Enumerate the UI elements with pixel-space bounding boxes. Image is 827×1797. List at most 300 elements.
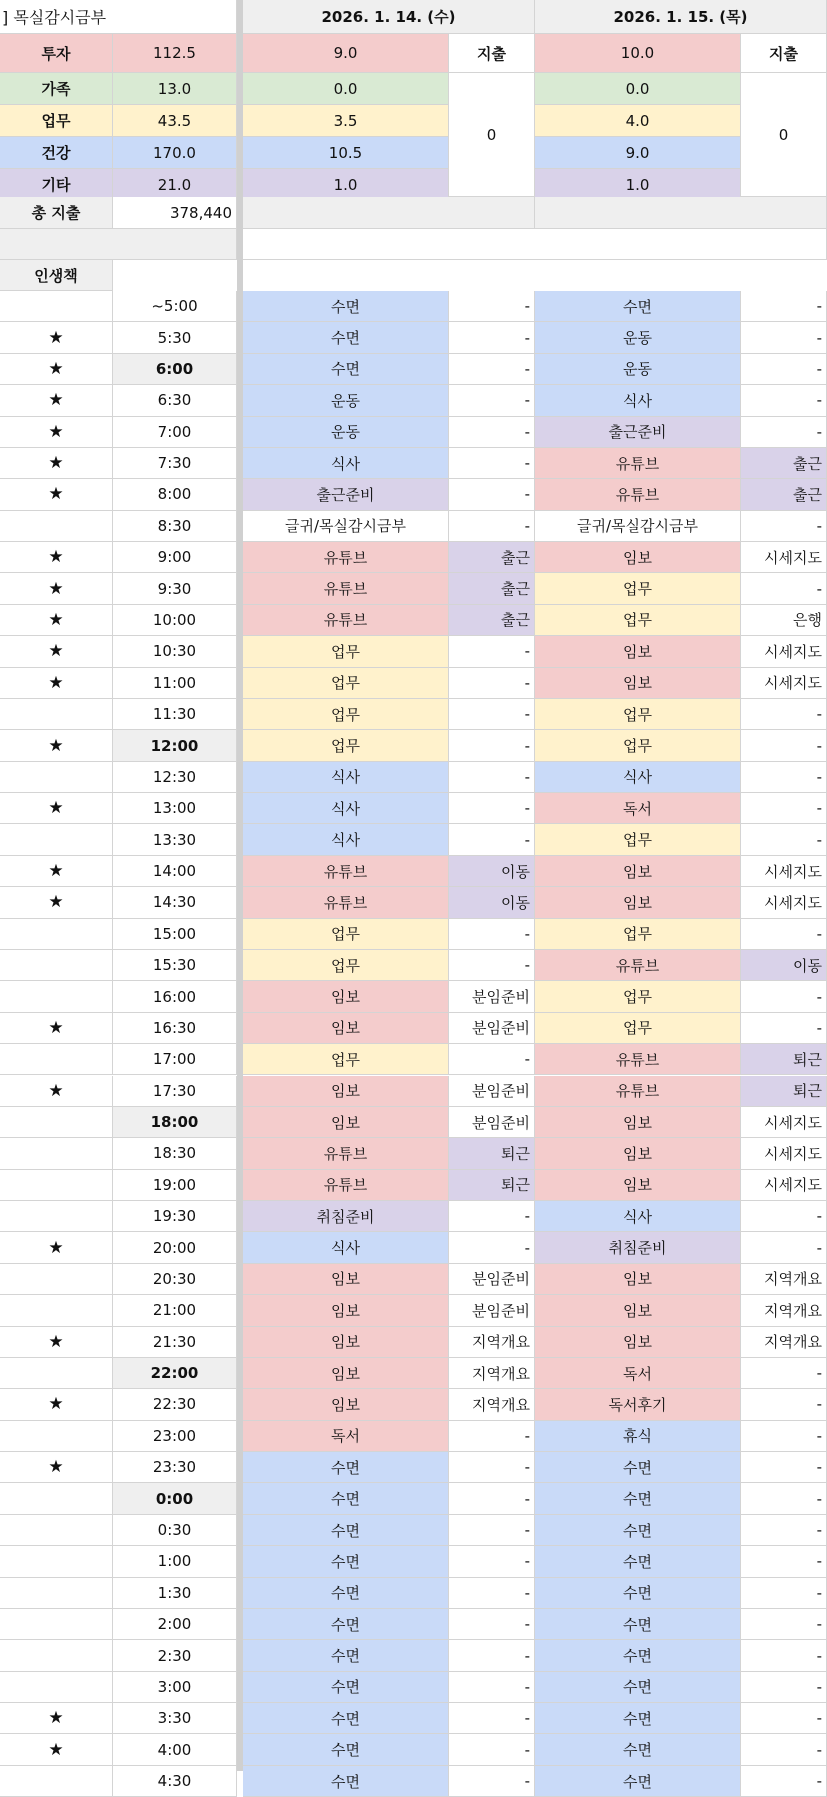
note-day1[interactable]: 퇴근 xyxy=(449,1170,535,1201)
note-day1[interactable]: - xyxy=(449,1201,535,1232)
activity-day2[interactable]: 수면 xyxy=(535,1578,741,1609)
activity-day2[interactable]: 독서 xyxy=(535,1358,741,1389)
note-day1[interactable]: - xyxy=(449,730,535,761)
activity-day1[interactable]: 업무 xyxy=(243,636,449,667)
activity-day1[interactable]: 수면 xyxy=(243,1483,449,1514)
category-hours-day2[interactable]: 4.0 xyxy=(535,105,741,137)
time-slot-label[interactable]: 4:00 xyxy=(113,1734,237,1765)
activity-day1[interactable]: 유튜브 xyxy=(243,856,449,887)
activity-day2[interactable]: 업무 xyxy=(535,573,741,604)
note-day2[interactable]: - xyxy=(741,1734,827,1765)
activity-day1[interactable]: 업무 xyxy=(243,699,449,730)
note-day1[interactable]: - xyxy=(449,322,535,353)
activity-day1[interactable]: 유튜브 xyxy=(243,573,449,604)
note-day1[interactable]: - xyxy=(449,793,535,824)
time-slot-label[interactable]: 12:30 xyxy=(113,762,237,793)
activity-day2[interactable]: 업무 xyxy=(535,699,741,730)
activity-day2[interactable]: 글귀/목실감시금부 xyxy=(535,511,741,542)
time-slot-label[interactable]: 13:00 xyxy=(113,793,237,824)
expense-total-day2[interactable]: 0 xyxy=(741,73,827,197)
note-day2[interactable]: - xyxy=(741,1201,827,1232)
life-book-star-cell[interactable] xyxy=(0,1640,113,1671)
activity-day1[interactable]: 글귀/목실감시금부 xyxy=(243,511,449,542)
note-day1[interactable]: - xyxy=(449,636,535,667)
expense-total-day1[interactable]: 0 xyxy=(449,73,535,197)
activity-day2[interactable]: 유튜브 xyxy=(535,479,741,510)
note-day1[interactable]: - xyxy=(449,1546,535,1577)
time-slot-label[interactable]: 7:30 xyxy=(113,448,237,479)
note-day1[interactable]: 분임준비 xyxy=(449,1264,535,1295)
note-day2[interactable]: 퇴근 xyxy=(741,1044,827,1075)
activity-day1[interactable]: 임보 xyxy=(243,1107,449,1138)
life-book-star-cell[interactable]: ★ xyxy=(0,448,113,479)
category-hours-day2[interactable]: 9.0 xyxy=(535,137,741,169)
activity-day1[interactable]: 운동 xyxy=(243,417,449,448)
activity-day2[interactable]: 임보 xyxy=(535,1264,741,1295)
life-book-star-cell[interactable]: ★ xyxy=(0,573,113,604)
activity-day2[interactable]: 휴식 xyxy=(535,1421,741,1452)
note-day2[interactable]: 지역개요 xyxy=(741,1327,827,1358)
activity-day2[interactable]: 식사 xyxy=(535,385,741,416)
note-day2[interactable]: - xyxy=(741,1766,827,1797)
category-label[interactable]: 투자 xyxy=(0,34,113,73)
life-book-star-cell[interactable]: ★ xyxy=(0,479,113,510)
life-book-star-cell[interactable] xyxy=(0,1609,113,1640)
note-day1[interactable]: - xyxy=(449,354,535,385)
activity-day2[interactable]: 독서 xyxy=(535,793,741,824)
activity-day1[interactable]: 수면 xyxy=(243,1672,449,1703)
time-slot-label[interactable]: 21:00 xyxy=(113,1295,237,1326)
activity-day2[interactable]: 업무 xyxy=(535,919,741,950)
life-book-star-cell[interactable]: ★ xyxy=(0,1076,113,1107)
note-day2[interactable]: - xyxy=(741,919,827,950)
activity-day2[interactable]: 업무 xyxy=(535,605,741,636)
note-day1[interactable]: - xyxy=(449,1672,535,1703)
activity-day1[interactable]: 유튜브 xyxy=(243,542,449,573)
note-day2[interactable]: 지역개요 xyxy=(741,1295,827,1326)
activity-day1[interactable]: 식사 xyxy=(243,1232,449,1263)
note-day2[interactable]: - xyxy=(741,291,827,322)
activity-day2[interactable]: 업무 xyxy=(535,981,741,1012)
note-day1[interactable]: - xyxy=(449,950,535,981)
note-day2[interactable]: - xyxy=(741,1421,827,1452)
note-day2[interactable]: - xyxy=(741,981,827,1012)
time-slot-label[interactable]: 19:30 xyxy=(113,1201,237,1232)
note-day1[interactable]: - xyxy=(449,668,535,699)
note-day2[interactable]: 출근 xyxy=(741,448,827,479)
note-day1[interactable]: - xyxy=(449,479,535,510)
time-slot-label[interactable]: 10:30 xyxy=(113,636,237,667)
note-day1[interactable]: - xyxy=(449,1578,535,1609)
activity-day2[interactable]: 업무 xyxy=(535,730,741,761)
life-book-header[interactable]: 인생책 xyxy=(0,260,113,291)
time-slot-label[interactable]: 17:00 xyxy=(113,1044,237,1075)
note-day2[interactable]: - xyxy=(741,699,827,730)
activity-day2[interactable]: 임보 xyxy=(535,542,741,573)
activity-day1[interactable]: 식사 xyxy=(243,793,449,824)
activity-day1[interactable]: 수면 xyxy=(243,1452,449,1483)
activity-day2[interactable]: 임보 xyxy=(535,1107,741,1138)
category-hours-day2[interactable]: 1.0 xyxy=(535,169,741,201)
spacer-cell-left[interactable] xyxy=(0,229,237,260)
category-total[interactable]: 112.5 xyxy=(113,34,237,73)
sheet-title[interactable]: ] 목실감시금부 xyxy=(0,0,237,34)
activity-day1[interactable]: 임보 xyxy=(243,1327,449,1358)
total-expense-day2-blank[interactable] xyxy=(535,197,827,229)
activity-day1[interactable]: 업무 xyxy=(243,668,449,699)
activity-day1[interactable]: 임보 xyxy=(243,1295,449,1326)
time-slot-label[interactable]: 16:30 xyxy=(113,1013,237,1044)
note-day1[interactable]: - xyxy=(449,291,535,322)
note-day2[interactable]: - xyxy=(741,1452,827,1483)
life-book-star-cell[interactable] xyxy=(0,1578,113,1609)
note-day2[interactable]: - xyxy=(741,1546,827,1577)
date-header-day2[interactable]: 2026. 1. 15. (목) xyxy=(535,0,827,34)
note-day1[interactable]: 이동 xyxy=(449,856,535,887)
note-day2[interactable]: - xyxy=(741,1703,827,1734)
activity-day2[interactable]: 수면 xyxy=(535,1609,741,1640)
activity-day2[interactable]: 수면 xyxy=(535,1483,741,1514)
activity-day1[interactable]: 수면 xyxy=(243,1609,449,1640)
expense-label-day2[interactable]: 지출 xyxy=(741,34,827,73)
activity-day1[interactable]: 업무 xyxy=(243,1044,449,1075)
category-total[interactable]: 43.5 xyxy=(113,105,237,137)
activity-day1[interactable]: 식사 xyxy=(243,448,449,479)
life-book-star-cell[interactable] xyxy=(0,511,113,542)
life-book-star-cell[interactable]: ★ xyxy=(0,385,113,416)
activity-day1[interactable]: 출근준비 xyxy=(243,479,449,510)
activity-day1[interactable]: 임보 xyxy=(243,981,449,1012)
note-day1[interactable]: - xyxy=(449,1766,535,1797)
note-day2[interactable]: - xyxy=(741,1232,827,1263)
time-slot-label[interactable]: 9:30 xyxy=(113,573,237,604)
note-day2[interactable]: - xyxy=(741,1389,827,1420)
life-book-star-cell[interactable]: ★ xyxy=(0,542,113,573)
time-slot-label[interactable]: 3:30 xyxy=(113,1703,237,1734)
date-header-day1[interactable]: 2026. 1. 14. (수) xyxy=(243,0,535,34)
activity-day2[interactable]: 유튜브 xyxy=(535,1044,741,1075)
activity-day2[interactable]: 임보 xyxy=(535,1327,741,1358)
life-book-star-cell[interactable]: ★ xyxy=(0,605,113,636)
activity-day1[interactable]: 유튜브 xyxy=(243,1138,449,1169)
life-book-star-cell[interactable]: ★ xyxy=(0,322,113,353)
note-day1[interactable]: - xyxy=(449,385,535,416)
note-day1[interactable]: - xyxy=(449,762,535,793)
note-day2[interactable]: 시세지도 xyxy=(741,542,827,573)
time-slot-label[interactable]: 14:30 xyxy=(113,887,237,918)
time-slot-label[interactable]: 13:30 xyxy=(113,824,237,855)
activity-day2[interactable]: 운동 xyxy=(535,322,741,353)
life-book-star-cell[interactable]: ★ xyxy=(0,730,113,761)
note-day2[interactable]: 퇴근 xyxy=(741,1076,827,1107)
life-book-star-cell[interactable] xyxy=(0,699,113,730)
note-day2[interactable]: 시세지도 xyxy=(741,636,827,667)
life-book-star-cell[interactable]: ★ xyxy=(0,354,113,385)
activity-day1[interactable]: 식사 xyxy=(243,824,449,855)
life-book-star-cell[interactable] xyxy=(0,1201,113,1232)
category-total[interactable]: 170.0 xyxy=(113,137,237,169)
activity-day1[interactable]: 임보 xyxy=(243,1013,449,1044)
note-day1[interactable]: - xyxy=(449,417,535,448)
note-day2[interactable]: - xyxy=(741,354,827,385)
note-day1[interactable]: - xyxy=(449,824,535,855)
time-slot-label[interactable]: 20:00 xyxy=(113,1232,237,1263)
note-day1[interactable]: 분임준비 xyxy=(449,981,535,1012)
note-day1[interactable]: - xyxy=(449,448,535,479)
time-slot-label[interactable]: 23:00 xyxy=(113,1421,237,1452)
life-book-star-cell[interactable] xyxy=(0,1672,113,1703)
life-book-star-cell[interactable]: ★ xyxy=(0,793,113,824)
activity-day1[interactable]: 수면 xyxy=(243,1515,449,1546)
note-day1[interactable]: - xyxy=(449,511,535,542)
activity-day2[interactable]: 업무 xyxy=(535,824,741,855)
note-day2[interactable]: - xyxy=(741,385,827,416)
activity-day2[interactable]: 업무 xyxy=(535,1013,741,1044)
life-book-star-cell[interactable] xyxy=(0,1515,113,1546)
note-day1[interactable]: 분임준비 xyxy=(449,1013,535,1044)
activity-day1[interactable]: 유튜브 xyxy=(243,605,449,636)
activity-day1[interactable]: 임보 xyxy=(243,1389,449,1420)
activity-day2[interactable]: 수면 xyxy=(535,1766,741,1797)
note-day1[interactable]: 이동 xyxy=(449,887,535,918)
note-day2[interactable]: - xyxy=(741,1672,827,1703)
activity-day1[interactable]: 식사 xyxy=(243,762,449,793)
activity-day2[interactable]: 유튜브 xyxy=(535,1076,741,1107)
activity-day1[interactable]: 수면 xyxy=(243,1578,449,1609)
note-day1[interactable]: - xyxy=(449,1232,535,1263)
time-slot-label[interactable]: 7:00 xyxy=(113,417,237,448)
activity-day2[interactable]: 식사 xyxy=(535,1201,741,1232)
activity-day2[interactable]: 수면 xyxy=(535,1703,741,1734)
activity-day2[interactable]: 수면 xyxy=(535,1546,741,1577)
activity-day1[interactable]: 운동 xyxy=(243,385,449,416)
activity-day1[interactable]: 수면 xyxy=(243,1766,449,1797)
life-book-star-cell[interactable] xyxy=(0,762,113,793)
note-day1[interactable]: - xyxy=(449,1703,535,1734)
note-day2[interactable]: 시세지도 xyxy=(741,887,827,918)
note-day1[interactable]: - xyxy=(449,1044,535,1075)
life-book-star-cell[interactable] xyxy=(0,950,113,981)
spacer-cell-right[interactable] xyxy=(243,229,827,260)
time-slot-label[interactable]: 18:30 xyxy=(113,1138,237,1169)
activity-day1[interactable]: 업무 xyxy=(243,730,449,761)
category-hours-day1[interactable]: 9.0 xyxy=(243,34,449,73)
time-slot-label[interactable]: 8:00 xyxy=(113,479,237,510)
activity-day2[interactable]: 임보 xyxy=(535,1295,741,1326)
activity-day1[interactable]: 수면 xyxy=(243,291,449,322)
note-day2[interactable]: 지역개요 xyxy=(741,1264,827,1295)
category-hours-day1[interactable]: 3.5 xyxy=(243,105,449,137)
activity-day2[interactable]: 수면 xyxy=(535,1515,741,1546)
life-book-star-cell[interactable]: ★ xyxy=(0,1734,113,1765)
time-slot-label[interactable]: 14:00 xyxy=(113,856,237,887)
activity-day2[interactable]: 수면 xyxy=(535,1672,741,1703)
activity-day1[interactable]: 수면 xyxy=(243,1640,449,1671)
activity-day2[interactable]: 임보 xyxy=(535,1138,741,1169)
time-slot-label[interactable]: 6:00 xyxy=(113,354,237,385)
time-slot-label[interactable]: 4:30 xyxy=(113,1766,237,1797)
note-day2[interactable]: - xyxy=(741,730,827,761)
life-book-star-cell[interactable] xyxy=(0,1358,113,1389)
note-day2[interactable]: - xyxy=(741,573,827,604)
activity-day2[interactable]: 독서후기 xyxy=(535,1389,741,1420)
note-day2[interactable]: - xyxy=(741,1515,827,1546)
note-day2[interactable]: - xyxy=(741,762,827,793)
time-slot-label[interactable]: 11:00 xyxy=(113,668,237,699)
activity-day1[interactable]: 수면 xyxy=(243,354,449,385)
time-slot-label[interactable]: 23:30 xyxy=(113,1452,237,1483)
life-book-star-cell[interactable] xyxy=(0,291,113,322)
activity-day2[interactable]: 임보 xyxy=(535,856,741,887)
activity-day2[interactable]: 수면 xyxy=(535,291,741,322)
note-day1[interactable]: - xyxy=(449,919,535,950)
life-book-star-cell[interactable] xyxy=(0,1264,113,1295)
activity-day1[interactable]: 수면 xyxy=(243,1546,449,1577)
note-day1[interactable]: 분임준비 xyxy=(449,1076,535,1107)
note-day1[interactable]: - xyxy=(449,1609,535,1640)
time-slot-label[interactable]: 18:00 xyxy=(113,1107,237,1138)
note-day1[interactable]: 출근 xyxy=(449,542,535,573)
note-day1[interactable]: 분임준비 xyxy=(449,1107,535,1138)
activity-day1[interactable]: 임보 xyxy=(243,1358,449,1389)
time-slot-label[interactable]: ~5:00 xyxy=(113,291,237,322)
activity-day2[interactable]: 임보 xyxy=(535,887,741,918)
time-slot-label[interactable]: 22:30 xyxy=(113,1389,237,1420)
life-book-star-cell[interactable]: ★ xyxy=(0,856,113,887)
note-day2[interactable]: - xyxy=(741,1578,827,1609)
time-slot-label[interactable]: 20:30 xyxy=(113,1264,237,1295)
time-slot-label[interactable]: 15:30 xyxy=(113,950,237,981)
total-expense-value[interactable]: 378,440 xyxy=(113,197,237,229)
activity-day2[interactable]: 수면 xyxy=(535,1452,741,1483)
life-book-star-cell[interactable] xyxy=(0,824,113,855)
time-slot-label[interactable]: 0:00 xyxy=(113,1483,237,1514)
activity-day2[interactable]: 유튜브 xyxy=(535,950,741,981)
time-slot-label[interactable]: 11:30 xyxy=(113,699,237,730)
activity-day1[interactable]: 독서 xyxy=(243,1421,449,1452)
time-slot-label[interactable]: 0:30 xyxy=(113,1515,237,1546)
activity-day2[interactable]: 임보 xyxy=(535,668,741,699)
life-book-star-cell[interactable]: ★ xyxy=(0,1703,113,1734)
category-hours-day1[interactable]: 1.0 xyxy=(243,169,449,201)
time-slot-label[interactable]: 15:00 xyxy=(113,919,237,950)
note-day1[interactable]: 분임준비 xyxy=(449,1295,535,1326)
life-book-star-cell[interactable]: ★ xyxy=(0,1327,113,1358)
note-day2[interactable]: 시세지도 xyxy=(741,856,827,887)
note-day2[interactable]: 출근 xyxy=(741,479,827,510)
category-label[interactable]: 건강 xyxy=(0,137,113,169)
life-book-star-cell[interactable] xyxy=(0,981,113,1012)
activity-day2[interactable]: 임보 xyxy=(535,636,741,667)
note-day1[interactable]: 지역개요 xyxy=(449,1389,535,1420)
note-day2[interactable]: - xyxy=(741,824,827,855)
category-label[interactable]: 가족 xyxy=(0,73,113,105)
category-hours-day1[interactable]: 10.5 xyxy=(243,137,449,169)
category-label[interactable]: 업무 xyxy=(0,105,113,137)
life-book-star-cell[interactable] xyxy=(0,1107,113,1138)
activity-day2[interactable]: 수면 xyxy=(535,1640,741,1671)
category-label[interactable]: 기타 xyxy=(0,169,113,201)
life-book-star-cell[interactable] xyxy=(0,1421,113,1452)
life-book-star-cell[interactable]: ★ xyxy=(0,1232,113,1263)
note-day1[interactable]: - xyxy=(449,1421,535,1452)
note-day1[interactable]: 지역개요 xyxy=(449,1358,535,1389)
activity-day1[interactable]: 업무 xyxy=(243,919,449,950)
activity-day1[interactable]: 수면 xyxy=(243,1734,449,1765)
note-day1[interactable]: - xyxy=(449,1515,535,1546)
note-day2[interactable]: 시세지도 xyxy=(741,668,827,699)
time-slot-label[interactable]: 19:00 xyxy=(113,1170,237,1201)
note-day1[interactable]: 퇴근 xyxy=(449,1138,535,1169)
note-day2[interactable]: - xyxy=(741,1640,827,1671)
activity-day1[interactable]: 수면 xyxy=(243,322,449,353)
note-day2[interactable]: - xyxy=(741,1483,827,1514)
note-day2[interactable]: 시세지도 xyxy=(741,1107,827,1138)
time-slot-label[interactable]: 5:30 xyxy=(113,322,237,353)
note-day2[interactable]: - xyxy=(741,1609,827,1640)
note-day2[interactable]: - xyxy=(741,1013,827,1044)
activity-day1[interactable]: 임보 xyxy=(243,1076,449,1107)
activity-day2[interactable]: 유튜브 xyxy=(535,448,741,479)
note-day1[interactable]: - xyxy=(449,699,535,730)
time-slot-label[interactable]: 1:00 xyxy=(113,1546,237,1577)
activity-day2[interactable]: 운동 xyxy=(535,354,741,385)
note-day1[interactable]: - xyxy=(449,1640,535,1671)
time-slot-label[interactable]: 8:30 xyxy=(113,511,237,542)
time-slot-label[interactable]: 2:30 xyxy=(113,1640,237,1671)
category-hours-day2[interactable]: 10.0 xyxy=(535,34,741,73)
activity-day2[interactable]: 출근준비 xyxy=(535,417,741,448)
note-day1[interactable]: 출근 xyxy=(449,605,535,636)
life-book-star-cell[interactable] xyxy=(0,1546,113,1577)
life-book-star-cell[interactable]: ★ xyxy=(0,417,113,448)
activity-day1[interactable]: 취침준비 xyxy=(243,1201,449,1232)
category-hours-day1[interactable]: 0.0 xyxy=(243,73,449,105)
activity-day1[interactable]: 수면 xyxy=(243,1703,449,1734)
life-book-star-cell[interactable]: ★ xyxy=(0,1389,113,1420)
time-slot-label[interactable]: 6:30 xyxy=(113,385,237,416)
time-slot-label[interactable]: 10:00 xyxy=(113,605,237,636)
note-day2[interactable]: - xyxy=(741,322,827,353)
activity-day2[interactable]: 취침준비 xyxy=(535,1232,741,1263)
life-book-star-cell[interactable]: ★ xyxy=(0,1452,113,1483)
time-slot-label[interactable]: 22:00 xyxy=(113,1358,237,1389)
time-slot-label[interactable]: 16:00 xyxy=(113,981,237,1012)
note-day1[interactable]: 지역개요 xyxy=(449,1327,535,1358)
life-book-star-cell[interactable] xyxy=(0,1044,113,1075)
note-day2[interactable]: - xyxy=(741,511,827,542)
note-day1[interactable]: - xyxy=(449,1452,535,1483)
time-slot-label[interactable]: 12:00 xyxy=(113,730,237,761)
note-day2[interactable]: 시세지도 xyxy=(741,1170,827,1201)
note-day2[interactable]: 이동 xyxy=(741,950,827,981)
activity-day1[interactable]: 유튜브 xyxy=(243,887,449,918)
category-hours-day2[interactable]: 0.0 xyxy=(535,73,741,105)
time-slot-label[interactable]: 3:00 xyxy=(113,1672,237,1703)
life-book-star-cell[interactable]: ★ xyxy=(0,636,113,667)
activity-day1[interactable]: 유튜브 xyxy=(243,1170,449,1201)
note-day2[interactable]: - xyxy=(741,793,827,824)
activity-day2[interactable]: 임보 xyxy=(535,1170,741,1201)
life-book-star-cell[interactable]: ★ xyxy=(0,1013,113,1044)
activity-day2[interactable]: 수면 xyxy=(535,1734,741,1765)
total-expense-day1-blank[interactable] xyxy=(243,197,535,229)
time-slot-label[interactable]: 1:30 xyxy=(113,1578,237,1609)
note-day1[interactable]: 출근 xyxy=(449,573,535,604)
time-slot-label[interactable]: 9:00 xyxy=(113,542,237,573)
life-book-star-cell[interactable] xyxy=(0,919,113,950)
life-book-star-cell[interactable] xyxy=(0,1138,113,1169)
